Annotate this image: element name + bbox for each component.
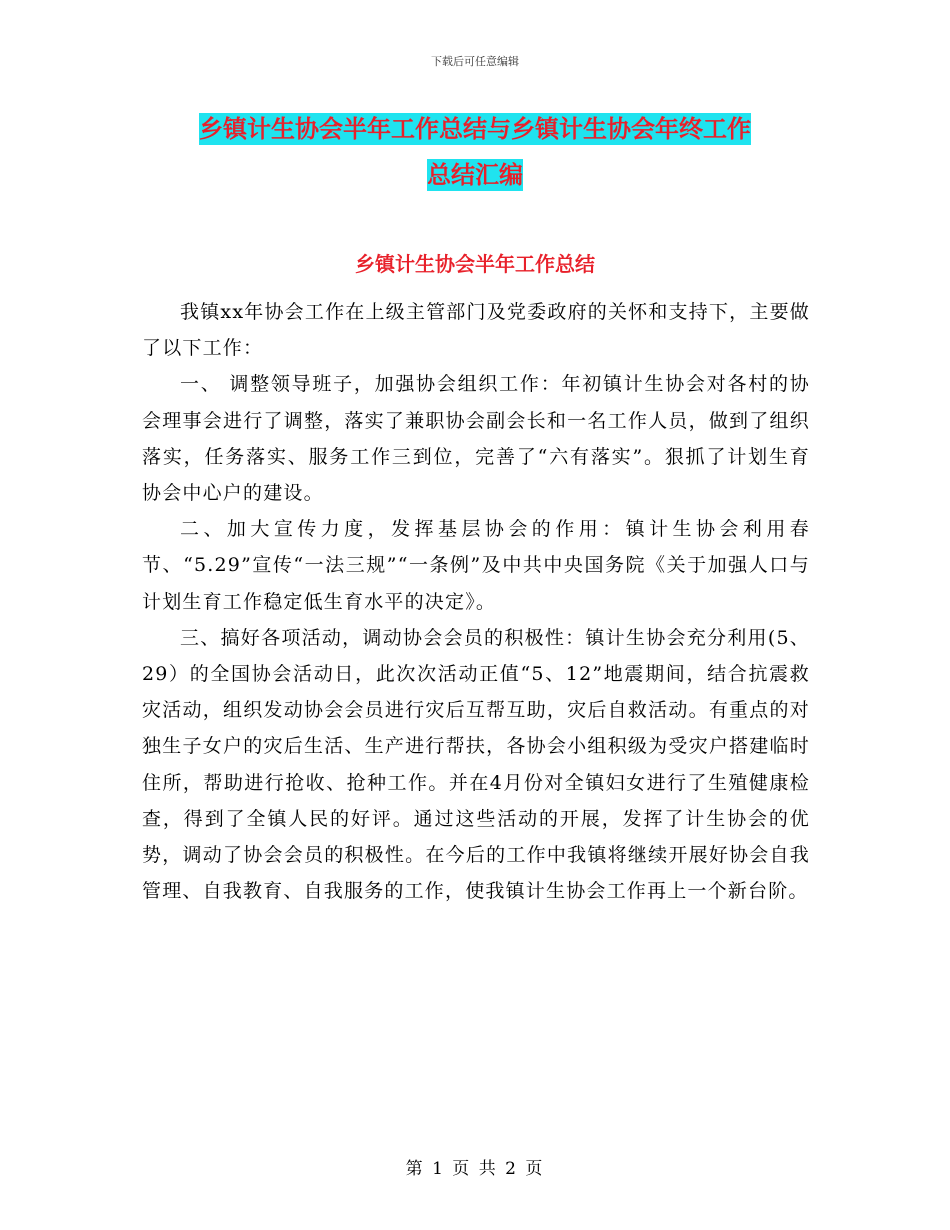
paragraph-1: 一、 调整领导班子，加强协会组织工作：年初镇计生协会对各村的协会理事会进行了调整，落实了兼职协会副会长和一名工作人员，做到了组织落实，任务落实、服务工作三到位，完善了“六有落实”。狠抓了计划生育协会中心户的建设。 <box>142 373 810 505</box>
section-title: 乡镇计生协会半年工作总结 <box>355 252 595 276</box>
page-footer: 第 1 页 共 2 页 <box>405 1159 545 1179</box>
paragraph-2: 二、加大宣传力度，发挥基层协会的作用：镇计生协会利用春节、“5.29”宣传“一法三规”“一条例”及中共中央国务院《关于加强人口与计划生育工作稳定低生育水平的决定》。 <box>142 518 810 613</box>
paragraph-intro: 我镇xx年协会工作在上级主管部门及党委政府的关怀和支持下，主要做了以下工作： <box>142 301 810 360</box>
body-text <box>142 294 810 909</box>
main-title-line-2: 总结汇编 <box>427 161 523 189</box>
header-note: 下载后可任意编辑 <box>431 55 519 68</box>
paragraph-3: 三、搞好各项活动，调动协会会员的积极性：镇计生协会充分利用(5、29）的全国协会活动日，此次次活动正值“5、12”地震期间，结合抗震救灾活动，组织发动协会会员进行灾后互帮互助，灾后自救活动。有重点的对独生子女户的灾后生活、生产进行帮扶，各协会小组积级为受灾户搭建临时住所，帮助进行抢收、抢种工作。并在4月份对全镇妇女进行了生殖健康检查，得到了全镇人民的好评。通过这些活动的开展，发挥了计生协会的优势，调动了协会会员的积极性。在今后的工作中我镇将继续开展好协会自我管理、自我教育、自我服务的工作，使我镇计生协会工作再上一个新台阶。 <box>142 626 810 903</box>
main-title <box>140 106 810 198</box>
main-title-line-1: 乡镇计生协会半年工作总结与乡镇计生协会年终工作 <box>199 115 751 143</box>
